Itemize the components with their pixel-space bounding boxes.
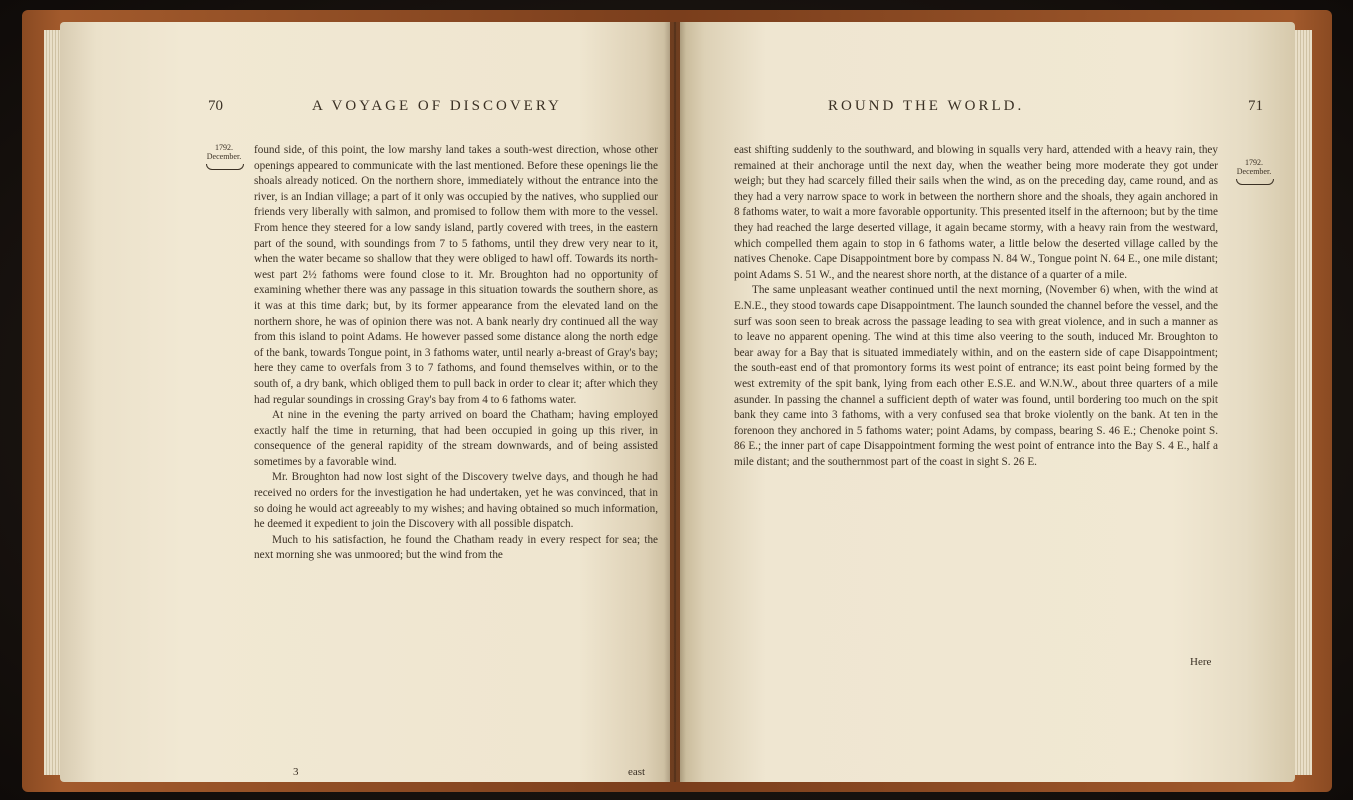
catchword: east: [628, 766, 646, 778]
margin-year: 1792.: [215, 143, 233, 152]
page-edges-right: [1292, 30, 1312, 775]
page-number: 70: [208, 98, 223, 114]
margin-note: [202, 143, 246, 161]
paragraph: At nine in the evening the party arrived on board the Chatham; having employed exactly half the time in returning, that had been occupied in going up this river, in consequence of the general rapidity of the stream downwards, and of being assisted sometimes by a favorable wind.: [254, 409, 658, 468]
margin-brace: [206, 164, 244, 170]
margin-year: 1792.: [1245, 158, 1263, 167]
paragraph: The same unpleasant weather continued until the next morning, (November 6) when, with the wind at E.N.E., they stood towards cape Disappointment. The launch sounded the channel before the vessel, and the surf was soon seen to break across the passage leading to sea with great violence, and in such a manner as to leave no apparent opening. The wind at this time also veering to the south, induced Mr. Broughton to bear away for a Bay that is situated immediately within, and on the eastern side of cape Disappointment; the south-east end of that promontory forms its west point of entrance; its east point being formed by the west extremity of the spit bank, lying from each other E.S.E. and W.N.W., about three quarters of a mile asunder. In passing the channel a sufficient depth of water was found, until bordering too much on the spit bank they came into 3 fathoms, with a very confused sea that broke violently on the bank. At ten in the forenoon they anchored in 5 fathoms water; point Adams, by compass, bearing S. 46 E.; Chenoke point S. 86 E.; the inner part of cape Disappointment forming the west point of entrance into the Bay S. 4 E., half a mile distant; and the southernmost part of the coast in sight S. 26 E.: [734, 284, 1218, 468]
paragraph: found side, of this point, the low marshy land takes a south-west direction, whose other openings appeared to communicate with the last mentioned. Before these openings lie the shoals already noticed. On the northern shore, immediately without the entrance into the river, is an Indian village; a part of it only was occupied by the natives, who supplied our friends very liberally with salmon, and promised to follow them with more to the vessel. From hence they steered for a low sandy island, partly covered with trees, in the eastern part of the sound, with soundings from 7 to 5 fathoms, until they drew very near to it, when the water became so shallow that they were obliged to hawl off. Towards its north-west part 2½ fathoms were found close to it. Mr. Broughton had no opportunity of examining whether there was any passage in this situation towards the southern shore, as it was at this time dark; but, by its former appearance from the elevated land on the northern shore, he was of opinion there was not. A bank nearly dry continued all the way from this island to point Adams. He however passed some distance along the north edge of the bank, towards Tongue point, in 3 fathoms water, until nearly a-breast of Gray's bay; here they came to overfals from 3 to 7 fathoms, and found themselves within, or to the south of, a dry bank, which obliged them to pull back in order to clear it; after which they had regular soundings in crossing Gray's bay from 4 to 6 fathoms water.: [254, 144, 658, 406]
running-head: A VOYAGE OF DISCOVERY: [312, 98, 562, 114]
margin-month: December.: [1236, 167, 1272, 176]
paragraph: east shifting suddenly to the southward, and blowing in squalls very hard, attended with a heavy rain, they remained at their anchorage until the next day, when the weather being more moderate they got under weigh; but they had scarcely filled their sails when the wind, as on the preceding day, came round, and as they had a very narrow space to work in between the northern shore and the shoals, they again anchored in 8 fathoms water, to wait a more favorable opportunity. This presented itself in the afternoon; but by the time they had reached the large deserted village, it again became stormy, with a heavy rain from the westward, which compelled them again to stop in 6 fathoms water, a little below the deserted village called by the natives Chenoke. Cape Disappointment bore by compass N. 84 W., Tongue point N. 64 E., one mile distant; point Adams S. 51 W., and the nearest shore north, at the distance of a quarter of a mile.: [734, 144, 1218, 281]
paragraph: Much to his satisfaction, he found the Chatham ready in every respect for sea; the next morning she was unmoored; but the wind from the: [254, 533, 658, 562]
left-page: [60, 22, 670, 782]
margin-note: [1232, 158, 1276, 176]
right-page-text: [734, 143, 1218, 470]
running-head: ROUND THE WORLD.: [828, 98, 1025, 114]
left-page-text: [254, 143, 658, 564]
margin-brace: [1236, 179, 1274, 185]
signature-mark: 3: [293, 766, 299, 778]
catchword: Here: [1190, 656, 1212, 668]
right-page: [680, 22, 1295, 782]
margin-month: December.: [206, 152, 242, 161]
book-gutter: [664, 22, 686, 782]
paragraph: Mr. Broughton had now lost sight of the Discovery twelve days, and though he had received no orders for the investigation he had undertaken, yet he was convinced, that in so doing he would act agreeably to my wishes; and having obtained so much information, he deemed it expedient to join the Discovery with all possible dispatch.: [254, 471, 658, 531]
page-number: 71: [1248, 98, 1263, 114]
